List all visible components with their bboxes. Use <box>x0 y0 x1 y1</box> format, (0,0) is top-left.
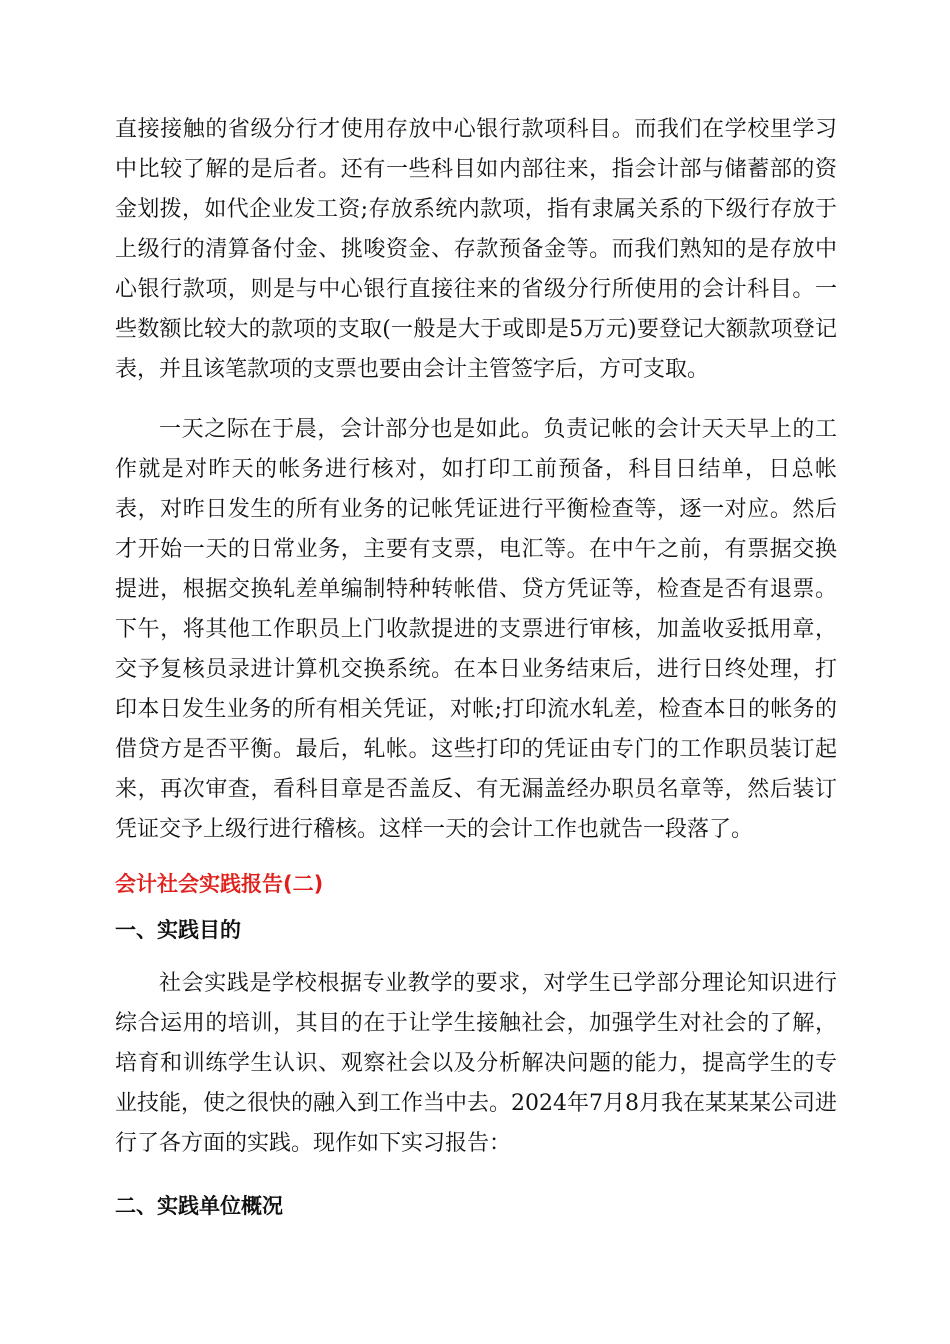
section-heading: 一、实践目的 <box>115 918 241 942</box>
body-paragraph: 社会实践是学校根据专业教学的要求，对学生已学部分理论知识进行综合运用的培训，其目的在于让学生接触社会，加强学生对社会的了解，培育和训练学生认识、观察社会以及分析解决问题的能力，提高学生的专业技能，使之很快的融入到工作当中去。2024年7月8月我在某某某公司进行了各方面的实践。现作如下实习报告： <box>115 971 837 1156</box>
body-paragraph: 一天之际在于晨，会计部分也是如此。负责记帐的会计天天早上的工作就是对昨天的帐务进行核对，如打印工前预备，科目日结单，日总帐表，对昨日发生的所有业务的记帐凭证进行平衡检查等，逐一对应。然后才开始一天的日常业务，主要有支票，电汇等。在中午之前，有票据交换提进，根据交换轧差单编制特种转帐借、贷方凭证等，检查是否有退票。下午，将其他工作职员上门收款提进的支票进行审核，加盖收妥抵用章，交予复核员录进计算机交换系统。在本日业务结束后，进行日终处理，打印本日发生业务的所有相关凭证，对帐;打印流水轧差，检查本日的帐务的借贷方是否平衡。最后，轧帐。这些打印的凭证由专门的工作职员装订起来，再次审查，看科目章是否盖反、有无漏盖经办职员名章等，然后装订凭证交予上级行进行稽核。这样一天的会计工作也就告一段落了。 <box>115 417 837 842</box>
paragraph-gap <box>115 390 837 410</box>
paragraph-gap <box>115 850 837 864</box>
body-paragraph: 直接接触的省级分行才使用存放中心银行款项科目。而我们在学校里学习中比较了解的是后者。还有一些科目如内部往来，指会计部与储蓄部的资金划拨，如代企业发工资;存放系统内款项，指有隶属关系的下级行存放于上级行的清算备付金、挑唆资金、存款预备金等。而我们熟知的是存放中心银行款项，则是与中心银行直接往来的省级分行所使用的会计科目。一些数额比较大的款项的支取(一般是大于或即是5万元)要登记大额款项登记表，并且该笔款项的支票也要由会计主管签字后，方可支取。 <box>115 117 837 382</box>
paragraph-gap <box>115 1164 837 1186</box>
paragraph-gap <box>115 950 837 964</box>
section-heading: 二、实践单位概况 <box>115 1194 283 1218</box>
section-title: 会计社会实践报告(二) <box>115 872 324 896</box>
document-body <box>115 110 837 1226</box>
